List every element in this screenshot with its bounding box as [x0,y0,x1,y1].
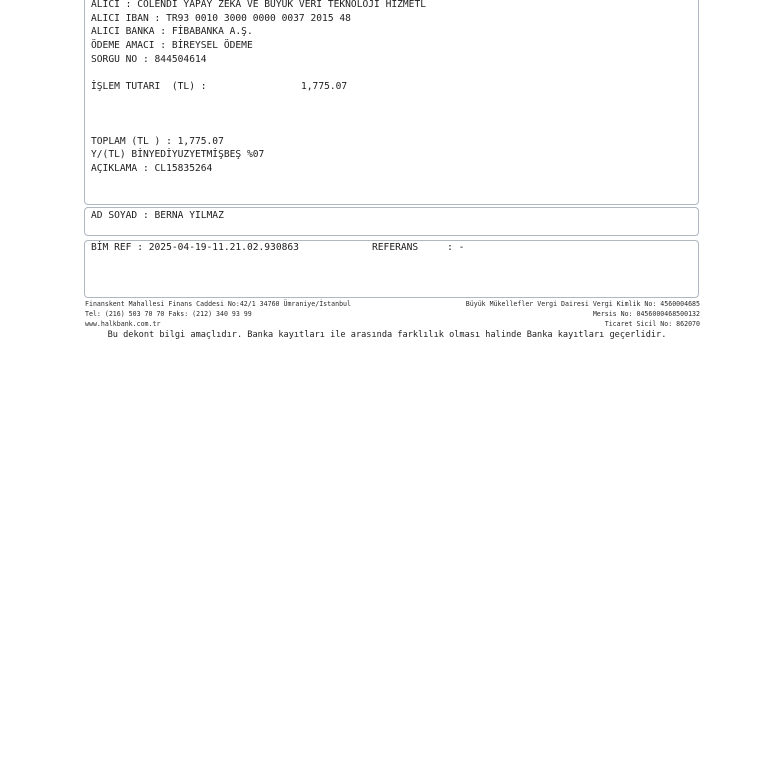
footer-mersis: Mersis No: 0456000468500132 [592,310,700,318]
query-number: SORGU NO : 844504614 [91,54,207,65]
footer-tax-office: Büyük Mükellefler Vergi Dairesi Vergi Kimlik No: 4560004685 [465,300,700,308]
customer-box [84,207,699,236]
bim-reference: BİM REF : 2025-04-19-11.21.02.930863 [91,242,299,253]
reference-field: REFERANS : - [372,242,465,253]
transaction-details-box [84,0,699,205]
transaction-amount-value: 1,775.07 [301,81,348,92]
payment-purpose: ÖDEME AMACI : BİREYSEL ÖDEME [91,40,253,51]
amount-in-words: Y/(TL) BİNYEDİYUZYETMİŞBEŞ %07 [91,149,265,160]
description: AÇIKLAMA : CL15835264 [91,163,213,174]
customer-name: AD SOYAD : BERNA YILMAZ [91,210,224,221]
transaction-amount-label: İŞLEM TUTARI (TL) : [91,81,207,92]
footer-trade-registry: Ticaret Sicil No: 862070 [604,320,700,328]
recipient-bank: ALICI BANKA : FİBABANKA A.Ş. [91,26,253,37]
recipient-name: ALICI : COLENDİ YAPAY ZEKA VE BÜYÜK VERİ TEKNOLOJİ HİZMETL [91,0,427,10]
footer-website[interactable]: www.halkbank.com.tr [85,320,161,328]
footer-address: Finanskent Mahallesi Finans Caddesi No:42/1 34760 Ümraniye/İstanbul [85,300,351,308]
reference-box [84,240,699,298]
total-amount: TOPLAM (TL ) : 1,775.07 [91,136,224,147]
footer-phone: Tel: (216) 503 70 70 Faks: (212) 340 93 99 [85,310,252,318]
disclaimer-text: Bu dekont bilgi amaçlıdır. Banka kayıtları ile arasında farklılık olması halinde Banka kayıtları geçerlidir. [107,330,667,340]
recipient-iban: ALICI IBAN : TR93 0010 3000 0000 0037 2015 48 [91,13,351,24]
